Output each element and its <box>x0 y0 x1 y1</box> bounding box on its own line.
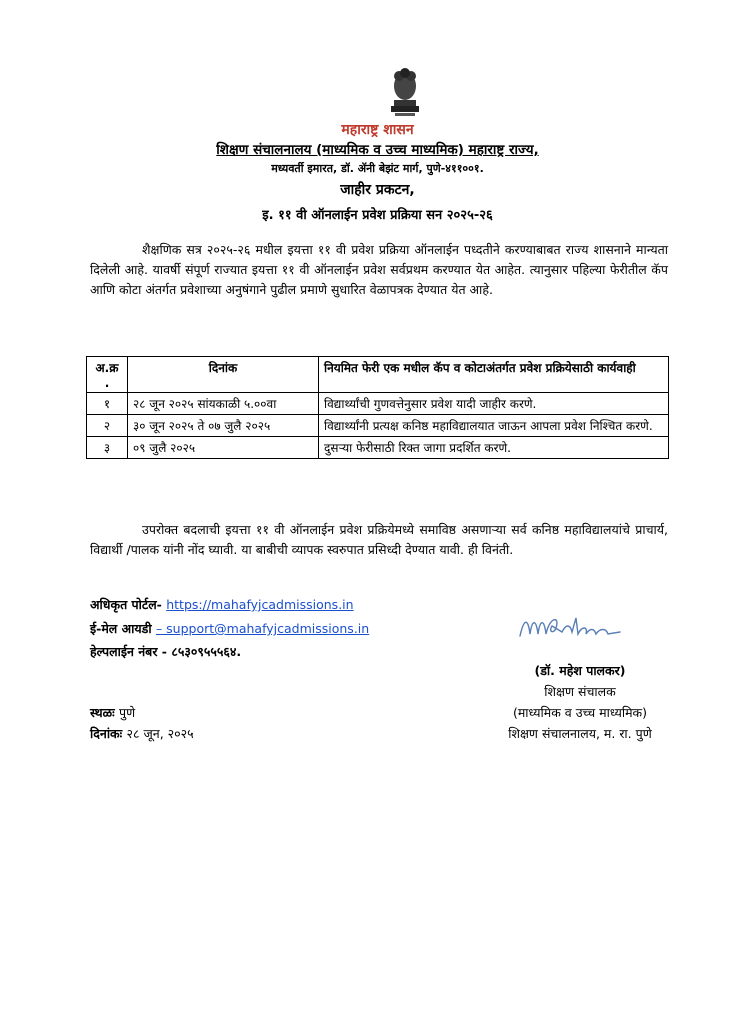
row-serial: १ <box>87 393 128 415</box>
row-serial: २ <box>87 415 128 437</box>
signatory-name: (डॉ. महेश पालकर) <box>534 663 626 678</box>
email-label: ई-मेल आयडी <box>90 621 152 636</box>
closing-paragraph: उपरोक्त बदलाची इयत्ता ११ वी ऑनलाईन प्रवेश प्रक्रियेमध्ये समाविष्ठ असणाऱ्या सर्व कनिष्ठ महाविद्यालयांचे प्राचार्य, विद्यार्थी /पालक यांनी नोंद घ्यावी. या बाबीची व्यापक स्वरुपात प्रसिध्दी देण्यात यावी. ही विनंती. <box>90 522 668 557</box>
row-serial: ३ <box>87 437 128 459</box>
table-row <box>87 437 669 459</box>
row-date: २८ जून २०२५ सांयकाळी ५.००वा <box>128 393 319 415</box>
table-row <box>87 393 669 415</box>
place-value: पुणे <box>119 705 136 720</box>
table-row <box>87 415 669 437</box>
signatory-office: शिक्षण संचालनालय, म. रा. पुणे <box>508 726 652 741</box>
row-action: विद्यार्थ्यांनी प्रत्यक्ष कनिष्ठ महाविद्यालयात जाऊन आपला प्रवेश निश्चित करणे. <box>319 415 669 437</box>
portal-link[interactable]: https://mahafyjcadmissions.in <box>166 597 354 612</box>
portal-label: अधिकृत पोर्टल- <box>90 597 162 612</box>
date-label: दिनांकः <box>90 726 123 741</box>
helpline-line: हेल्पलाईन नंबर - ८५३०९५५५६४. <box>90 644 242 659</box>
header-action: नियमित फेरी एक मधील कॅप व कोटाअंतर्गत प्रवेश प्रक्रियेसाठी कार्यवाही <box>319 357 669 393</box>
directorate-title: शिक्षण संचालनालय (माध्यमिक व उच्च माध्यमिक) महाराष्ट्र राज्य, <box>216 142 539 158</box>
email-line <box>90 620 369 637</box>
signatory-title: शिक्षण संचालक <box>544 684 616 699</box>
email-link[interactable]: – support@mahafyjcadmissions.in <box>155 621 370 636</box>
portal-line <box>90 596 354 613</box>
date-value: २८ जून, २०२५ <box>126 726 194 741</box>
table-header-row <box>87 357 669 393</box>
notice-subject: इ. ११ वी ऑनलाईन प्रवेश प्रक्रिया सन २०२५-२६ <box>262 208 493 223</box>
place-line <box>90 704 135 721</box>
intro-paragraph: शैक्षणिक सत्र २०२५-२६ मधील इयत्ता ११ वी प्रवेश प्रक्रिया ऑनलाईन पध्दतीने करण्याबाबत राज्य शासनाने मान्यता दिलेली आहे. यावर्षी संपूर्ण राज्यात इयत्ता ११ वी ऑनलाईन प्रवेश सर्वप्रथम करण्यात येत आहेत. त्यानुसार पहिल्या फेरीतील कॅप आणि कोटा अंतर्गत प्रवेशाच्या अनुषंगाने पुढील प्रमाणे सुधारित वेळापत्रक देण्यात येत आहे. <box>90 242 668 297</box>
place-label: स्थळः <box>90 705 115 720</box>
row-date: ०९ जुलै २०२५ <box>128 437 319 459</box>
office-address: मध्यवर्ती इमारत, डॉ. ॲनी बेझंट मार्ग, पुणे-४११००१. <box>271 162 484 175</box>
schedule-table <box>86 356 669 459</box>
header-serial: अ.क्र . <box>87 357 128 393</box>
national-emblem-icon <box>385 66 425 118</box>
signatory-dept: (माध्यमिक व उच्च माध्यमिक) <box>512 705 648 720</box>
notice-title: जाहीर प्रकटन, <box>340 182 415 198</box>
row-action: विद्यार्थ्यांची गुणवत्तेनुसार प्रवेश यादी जाहीर करणे. <box>319 393 669 415</box>
header-date: दिनांक <box>128 357 319 393</box>
signature-image <box>516 610 626 644</box>
government-title: महाराष्ट्र शासन <box>341 122 414 138</box>
date-line <box>90 725 194 742</box>
row-date: ३० जून २०२५ ते ०७ जुलै २०२५ <box>128 415 319 437</box>
row-action: दुसऱ्या फेरीसाठी रिक्त जागा प्रदर्शित करणे. <box>319 437 669 459</box>
